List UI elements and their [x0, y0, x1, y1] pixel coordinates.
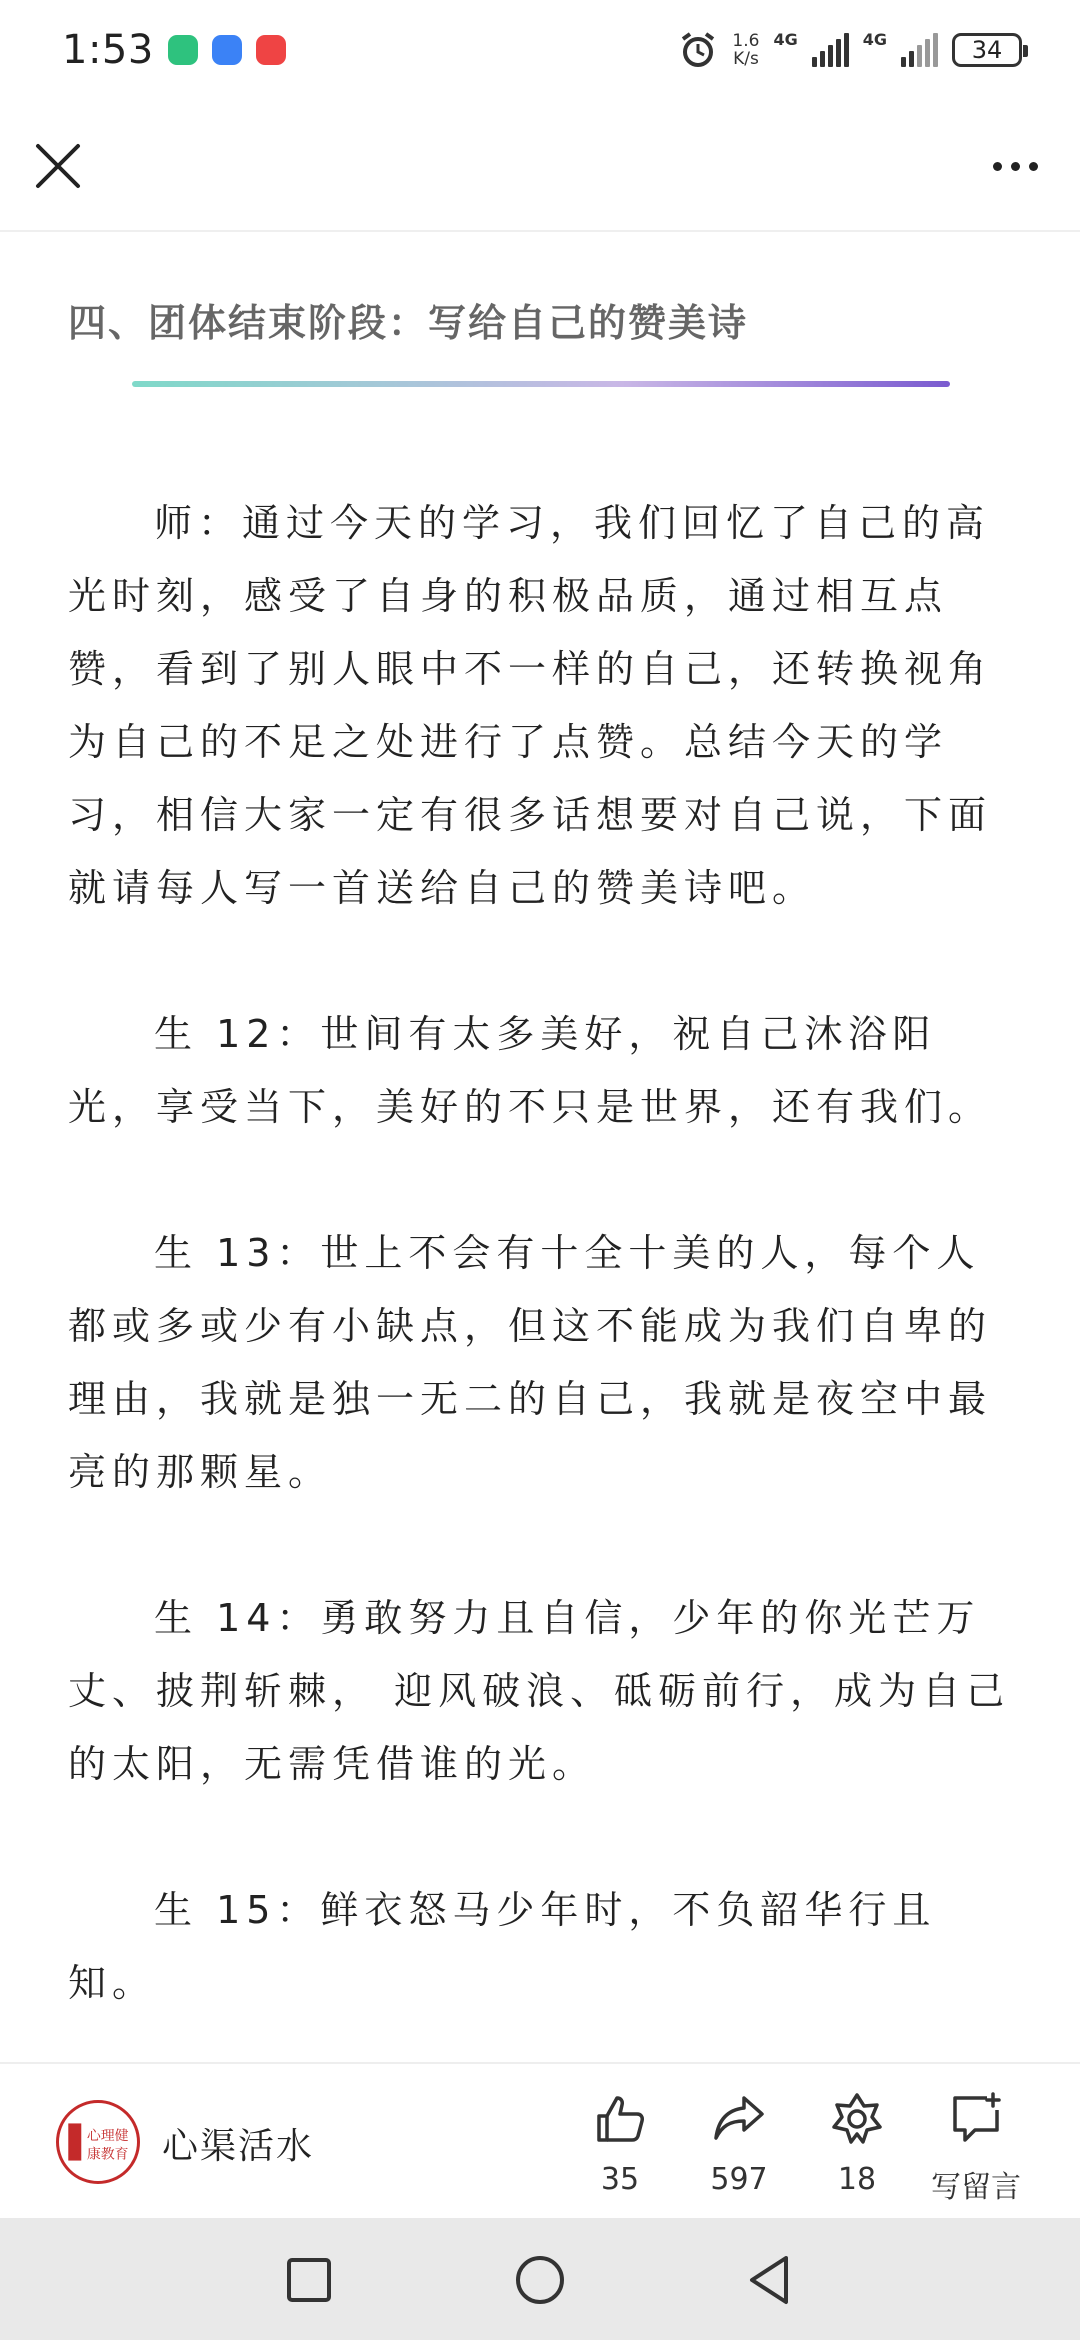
favorite-button[interactable] [797, 2090, 917, 2197]
signal-icon-2 [901, 33, 938, 67]
paragraph-student-13: 生 13：世上不会有十全十美的人，每个人都或多或少有小缺点，但这不能成为我们自卑的理由，我就是独一无二的自己，我就是夜空中最亮的那颗星。 [68, 1231, 993, 1494]
more-dot-icon [1029, 162, 1038, 171]
close-icon [30, 138, 86, 194]
favorite-count: 18 [837, 2162, 877, 2197]
net-speed [732, 32, 759, 68]
paragraph-student-14: 生 14：勇敢努力且自信，少年的你光芒万丈、披荆斩棘， 迎风破浪、砥砺前行，成为自己的太阳，无需凭借谁的光。 [68, 1596, 1011, 1786]
account-logo-text: 心理健 [86, 2128, 129, 2145]
share-arrow-icon [710, 2090, 768, 2148]
like-button[interactable] [560, 2090, 680, 2197]
like-count: 35 [600, 2162, 640, 2197]
status-left [62, 27, 286, 73]
blue-app-badge-icon [212, 35, 242, 65]
share-button[interactable] [679, 2090, 799, 2197]
write-comment-button[interactable] [916, 2090, 1036, 2206]
net-speed-unit: K/s [733, 49, 759, 69]
back-button[interactable] [742, 2252, 798, 2308]
paragraph-student-15: 生 15：鲜衣怒马少年时，不负韶华行且知。 [68, 1888, 937, 2005]
status-bar [0, 0, 1080, 100]
signal-icon [812, 33, 849, 67]
red-app-badge-icon [256, 35, 286, 65]
square-icon [281, 2252, 337, 2308]
status-right [678, 30, 1022, 70]
account-name[interactable]: 心渠活水 [162, 2126, 315, 2167]
account-logo-text-2: 康教育 [86, 2146, 129, 2163]
home-button[interactable] [512, 2252, 568, 2308]
network-type-2: 4G [862, 30, 887, 49]
thumbs-up-icon [591, 2090, 649, 2148]
circle-icon [512, 2252, 568, 2308]
net-speed-value: 1.6 [732, 31, 760, 51]
battery-level: 34 [971, 36, 1003, 64]
paragraph-student-12: 生 12：世间有太多美好，祝自己沐浴阳光，享受当下，美好的不只是世界，还有我们。 [68, 1012, 993, 1129]
system-navigation-bar [0, 2218, 1080, 2340]
close-button[interactable] [30, 138, 86, 194]
battery-icon [952, 33, 1022, 67]
recent-apps-button[interactable] [281, 2252, 337, 2308]
comment-add-icon [947, 2090, 1005, 2148]
more-dot-icon [993, 162, 1002, 171]
article-content[interactable] [0, 234, 1080, 2064]
write-comment-label: 写留言 [931, 2170, 1021, 2205]
heading-divider [132, 381, 950, 387]
more-dot-icon [1011, 162, 1020, 171]
account-logo-icon [59, 2100, 137, 2184]
green-app-badge-icon [168, 35, 198, 65]
account-avatar[interactable] [56, 2100, 140, 2184]
flower-favorite-icon [828, 2090, 886, 2148]
alarm-icon [678, 30, 718, 70]
nav-bar [0, 100, 1080, 232]
paragraph-teacher: 师：通过今天的学习，我们回忆了自己的高光时刻，感受了自身的积极品质，通过相互点赞，看到了别人眼中不一样的自己，还转换视角为自己的不足之处进行了点赞。总结今天的学习，相信大家一定有很多话想要对自己说，下面就请每人写一首送给自己的赞美诗吧。 [68, 501, 993, 910]
network-type-1: 4G [773, 30, 798, 49]
bottom-toolbar [0, 2062, 1080, 2218]
section-heading: 四、团体结束阶段：写给自己的赞美诗 [68, 301, 749, 345]
more-options-button[interactable] [980, 138, 1050, 194]
share-count: 597 [710, 2162, 768, 2197]
triangle-back-icon [742, 2252, 798, 2308]
status-time: 1:53 [62, 27, 154, 73]
